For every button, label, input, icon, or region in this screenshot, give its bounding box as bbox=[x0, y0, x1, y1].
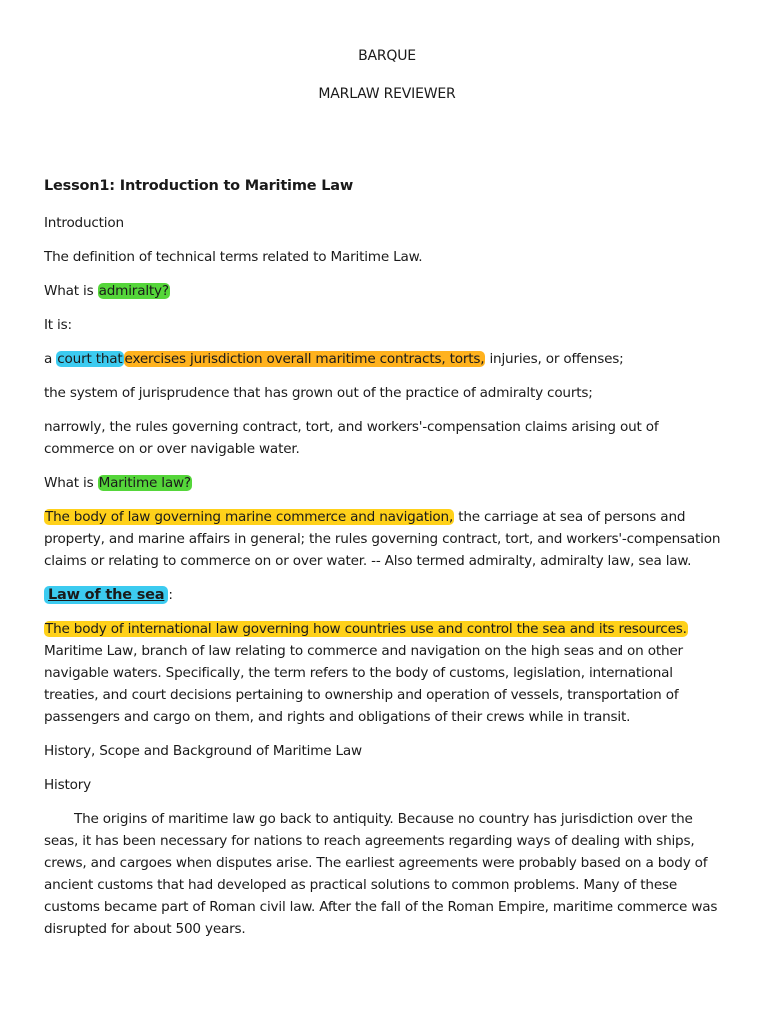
definition-sentence: The definition of technical terms related to Maritime Law. bbox=[44, 249, 423, 265]
history-scope-heading: History, Scope and Background of Maritime Law bbox=[44, 743, 362, 759]
def1-rest: injuries, or offenses; bbox=[485, 351, 624, 367]
law-of-sea-heading-line bbox=[44, 584, 730, 606]
admiralty-definition-1 bbox=[44, 348, 730, 370]
question-admiralty bbox=[44, 280, 730, 302]
court-that-highlight: court that bbox=[57, 351, 123, 367]
admiralty-definition-3: narrowly, the rules governing contract, tort, and workers'-compensation claims arising out of commerce on or over navigable water. bbox=[44, 419, 659, 457]
admiralty-definition-2: the system of jurisprudence that has grown out of the practice of admiralty courts; bbox=[44, 385, 593, 401]
maritime-def-rest: the carriage at sea of persons and property, and marine affairs in general; the rules governing contract, tort, and workers'-compensation claims or relating to commerce on or over water. -- Also termed admiralty, admiralty law, sea law. bbox=[44, 509, 721, 569]
it-is-label: It is: bbox=[44, 317, 72, 333]
law-of-sea-paragraph bbox=[44, 618, 730, 728]
law-of-sea-heading: Law of the sea bbox=[44, 586, 168, 604]
jurisdiction-highlight: exercises jurisdiction overall maritime contracts, torts, bbox=[124, 351, 485, 367]
history-paragraph: The origins of maritime law go back to antiquity. Because no country has jurisdiction over the seas, it has been necessary for nations to reach agreements regarding ways of dealing with ships, crews, and cargoes when disputes arise. The earliest agreements were probably based on a body of ancient customs that had developed as practical solutions to common problems. Many of these customs became part of Roman civil law. After the fall of the Roman Empire, maritime commerce was disrupted for about 500 years. bbox=[44, 811, 718, 937]
def1-article: a bbox=[44, 351, 57, 367]
document-subtitle: MARLAW REVIEWER bbox=[318, 86, 456, 102]
document-page bbox=[44, 44, 730, 940]
intro-label: Introduction bbox=[44, 215, 124, 231]
law-of-sea-rest: Maritime Law, branch of law relating to commerce and navigation on the high seas and on other navigable waters. Specifically, the term refers to the body of customs, legislation, international treaties, and court decisions pertaining to ownership and operation of vessels, transportation of passengers and cargo on them, and rights and obligations of their crews while in transit. bbox=[44, 643, 683, 725]
maritime-law-term-highlight: Maritime law? bbox=[98, 475, 191, 491]
maritime-law-definition bbox=[44, 506, 730, 572]
law-of-sea-highlight: The body of international law governing how countries use and control the sea and its resources. bbox=[45, 621, 687, 637]
question-prefix: What is bbox=[44, 475, 98, 491]
law-of-sea-colon: : bbox=[168, 587, 173, 603]
question-maritime-law bbox=[44, 472, 730, 494]
document-title: BARQUE bbox=[358, 48, 416, 64]
question-prefix: What is bbox=[44, 283, 98, 299]
lesson-heading: Lesson1: Introduction to Maritime Law bbox=[44, 178, 354, 194]
admiralty-term-highlight: admiralty? bbox=[98, 283, 169, 299]
maritime-def-highlight: The body of law governing marine commerce and navigation, bbox=[45, 509, 454, 525]
history-label: History bbox=[44, 777, 91, 793]
